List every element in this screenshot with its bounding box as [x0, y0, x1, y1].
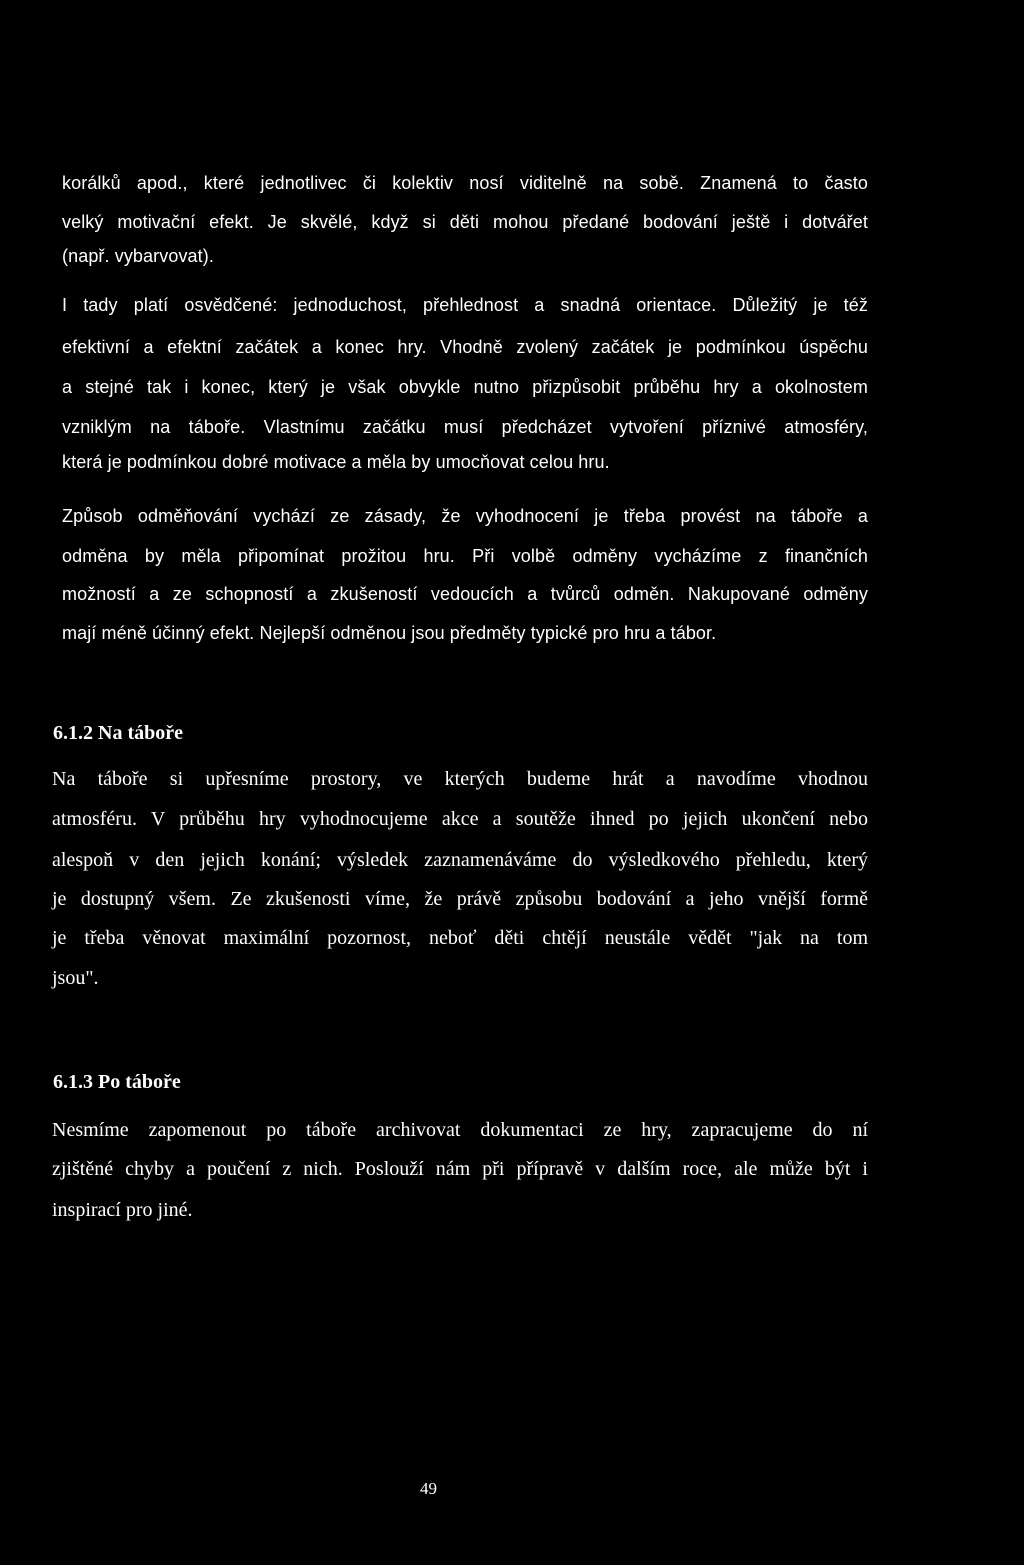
- paragraph-2-line-3: a stejné tak i konec, který je však obvykle nutno přizpůsobit průběhu hry a okolnostem: [62, 377, 868, 397]
- paragraph-1-line-1: korálků apod., které jednotlivec či kolektiv nosí viditelně na sobě. Znamená to často: [62, 173, 868, 193]
- section-6-1-2-line-2: atmosféru. V průběhu hry vyhodnocujeme akce a soutěže ihned po jejich ukončení nebo: [52, 808, 868, 830]
- paragraph-2-line-1: I tady platí osvědčené: jednoduchost, přehlednost a snadná orientace. Důležitý je též: [62, 295, 868, 315]
- section-heading-6-1-2: 6.1.2 Na táboře: [53, 722, 183, 744]
- paragraph-2-line-5: která je podmínkou dobré motivace a měla by umocňovat celou hru.: [62, 452, 610, 472]
- section-6-1-2-line-1: Na táboře si upřesníme prostory, ve kterých budeme hrát a navodíme vhodnou: [52, 768, 868, 790]
- paragraph-1-line-2: velký motivační efekt. Je skvělé, když si děti mohou předané bodování ještě i dotvářet: [62, 212, 868, 232]
- page-number: 49: [420, 1479, 437, 1498]
- section-6-1-3-line-1: Nesmíme zapomenout po táboře archivovat dokumentaci ze hry, zapracujeme do ní: [52, 1119, 868, 1141]
- section-6-1-2-line-3: alespoň v den jejich konání; výsledek zaznamenáváme do výsledkového přehledu, který: [52, 849, 868, 871]
- paragraph-3-line-3: možností a ze schopností a zkušeností vedoucích a tvůrců odměn. Nakupované odměny: [62, 584, 868, 604]
- section-6-1-2-line-6: jsou".: [52, 967, 99, 989]
- paragraph-3-line-1: Způsob odměňování vychází ze zásady, že vyhodnocení je třeba provést na táboře a: [62, 506, 868, 526]
- paragraph-3-line-2: odměna by měla připomínat prožitou hru. Při volbě odměny vycházíme z finančních: [62, 546, 868, 566]
- section-6-1-3-line-3: inspirací pro jiné.: [52, 1199, 193, 1221]
- paragraph-1-line-3: (např. vybarvovat).: [62, 246, 214, 266]
- section-6-1-3-line-2: zjištěné chyby a poučení z nich. Poslouží nám při přípravě v dalším roce, ale může být i: [52, 1158, 868, 1180]
- section-6-1-2-line-5: je třeba věnovat maximální pozornost, neboť děti chtějí neustále vědět "jak na tom: [52, 927, 868, 949]
- section-heading-6-1-3: 6.1.3 Po táboře: [53, 1071, 181, 1093]
- paragraph-3-line-4: mají méně účinný efekt. Nejlepší odměnou jsou předměty typické pro hru a tábor.: [62, 623, 717, 643]
- section-6-1-2-line-4: je dostupný všem. Ze zkušenosti víme, že právě způsobu bodování a jeho vnější formě: [52, 888, 868, 910]
- paragraph-2-line-4: vzniklým na táboře. Vlastnímu začátku musí předcházet vytvoření příznivé atmosféry,: [62, 417, 868, 437]
- paragraph-2-line-2: efektivní a efektní začátek a konec hry. Vhodně zvolený začátek je podmínkou úspěchu: [62, 337, 868, 357]
